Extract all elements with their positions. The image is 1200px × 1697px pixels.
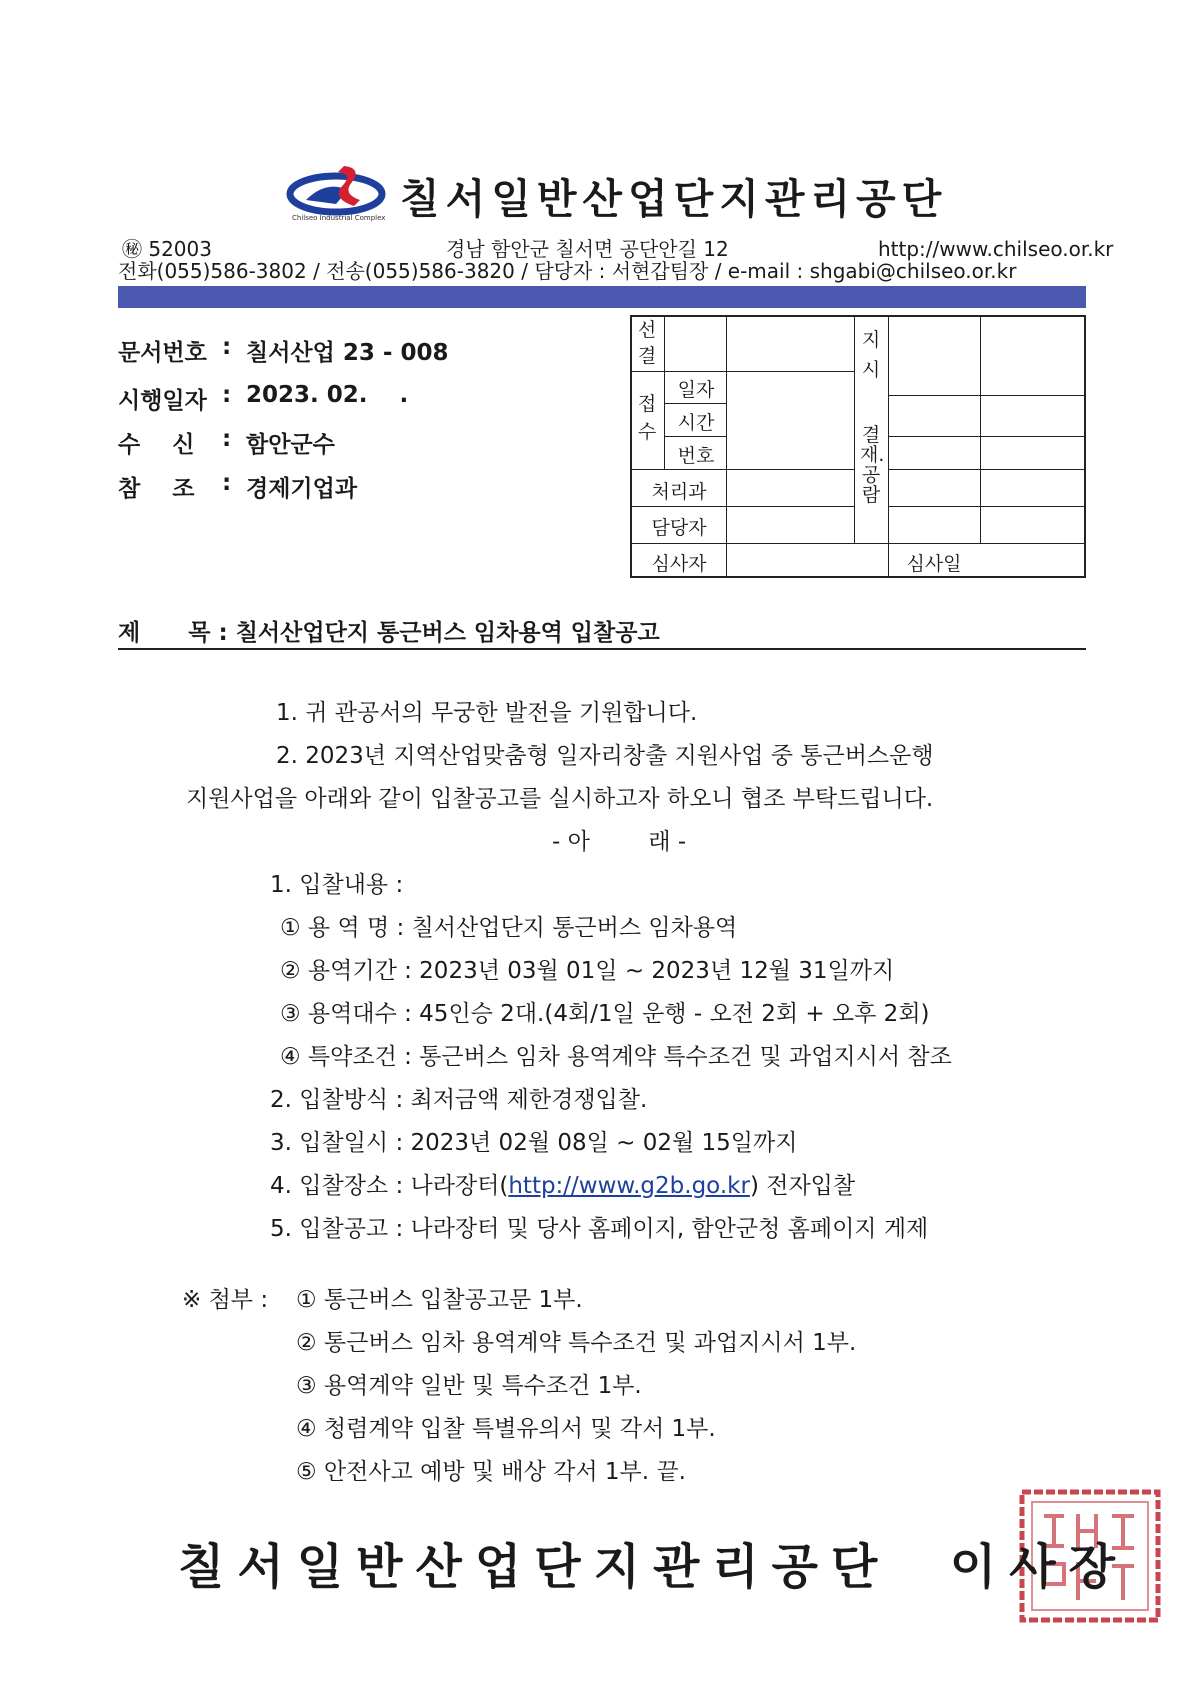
sub-item-2: ② 용역기간 : 2023년 03월 01일 ~ 2023년 12월 31일까지 bbox=[280, 958, 895, 984]
paragraph-1: 1. 귀 관공서의 무궁한 발전을 기원합니다. bbox=[276, 700, 698, 726]
cell-gyeol: 결 bbox=[637, 345, 657, 367]
attachment-5: ⑤ 안전사고 예방 및 배상 각서 1부. 끝. bbox=[296, 1459, 686, 1485]
cell-simsail: 심사일 bbox=[906, 553, 962, 575]
paragraph-2a: 2. 2023년 지역산업맞춤형 일자리창출 지원사업 중 통근버스운행 bbox=[276, 743, 934, 769]
website: http://www.chilseo.or.kr bbox=[878, 237, 1114, 261]
cell-seon: 선 bbox=[637, 319, 657, 341]
recipient: 함안군수 bbox=[246, 432, 335, 458]
postal-code: ㊙ 52003 bbox=[122, 237, 212, 261]
address: 경남 함안군 칠서면 공단안길 12 bbox=[446, 237, 729, 261]
logo-caption: Chilseo Industrial Complex bbox=[292, 214, 386, 222]
subject-divider bbox=[118, 648, 1086, 650]
subject-text: 칠서산업단지 통근버스 임차용역 입찰공고 bbox=[235, 620, 660, 646]
cell-ji: 지 bbox=[861, 329, 881, 351]
header-bar bbox=[118, 286, 1086, 308]
cell-damdangja: 담당자 bbox=[651, 517, 707, 539]
org-title: 칠서일반산업단지관리공단 bbox=[400, 175, 948, 223]
cell-su: 수 bbox=[637, 421, 657, 443]
colon: : bbox=[222, 382, 232, 408]
attachment-4: ④ 청렴계약 입찰 특별유의서 및 각서 1부. bbox=[296, 1416, 716, 1442]
item-2: 2. 입찰방식 : 최저금액 제한경쟁입찰. bbox=[270, 1087, 648, 1113]
contact-line: 전화(055)586-3802 / 전송(055)586-3820 / 담당자 : 서현갑팀장 / e-mail : shgabi@chilseo.or.kr bbox=[118, 259, 1017, 283]
item-4-suffix: ) 전자입찰 bbox=[749, 1173, 856, 1199]
cell-gyeoljae: 결재.공람 bbox=[860, 424, 885, 506]
colon: : bbox=[218, 620, 236, 646]
doc-no-label: 문서번호 bbox=[118, 340, 207, 366]
doc-no: 칠서산업 23 - 008 bbox=[246, 340, 449, 366]
colon: : bbox=[222, 334, 232, 360]
colon: : bbox=[222, 470, 232, 496]
date-label: 시행일자 bbox=[118, 388, 207, 414]
approval-box bbox=[630, 315, 1086, 578]
org-logo-icon bbox=[286, 160, 386, 222]
reference: 경제기업과 bbox=[246, 476, 358, 502]
recipient-label: 수 신 bbox=[118, 432, 195, 458]
cell-beonho: 번호 bbox=[677, 445, 715, 467]
date: 2023. 02. . bbox=[246, 382, 409, 408]
item-3: 3. 입찰일시 : 2023년 02월 08일 ~ 02월 15일까지 bbox=[270, 1130, 798, 1156]
cell-si: 시 bbox=[861, 359, 881, 381]
subject-label: 제 목 bbox=[118, 620, 211, 646]
attachment-3: ③ 용역계약 일반 및 특수조건 1부. bbox=[296, 1373, 642, 1399]
item-5: 5. 입찰공고 : 나라장터 및 당사 홈페이지, 함안군청 홈페이지 게제 bbox=[270, 1216, 929, 1242]
g2b-link[interactable]: http://www.g2b.go.kr bbox=[508, 1173, 750, 1199]
footer-signature: 칠서일반산업단지관리공단 이사장 bbox=[178, 1539, 1128, 1595]
item-4-prefix: 4. 입찰장소 : 나라장터( bbox=[270, 1173, 509, 1199]
attachments-label: ※ 첨부 : bbox=[182, 1287, 269, 1313]
subject bbox=[118, 614, 660, 647]
reference-label: 참 조 bbox=[118, 476, 195, 502]
cell-sigan: 시간 bbox=[677, 412, 715, 434]
cell-ilja: 일자 bbox=[677, 379, 715, 401]
item-1: 1. 입찰내용 : bbox=[270, 872, 404, 898]
cell-simsaja: 심사자 bbox=[651, 553, 707, 575]
item-4 bbox=[270, 1167, 855, 1200]
cell-jeop: 접 bbox=[637, 393, 657, 415]
colon: : bbox=[222, 426, 232, 452]
sub-item-4: ④ 특약조건 : 통근버스 임차 용역계약 특수조건 및 과업지시서 참조 bbox=[280, 1044, 952, 1070]
paragraph-2b: 지원사업을 아래와 같이 입찰공고를 실시하고자 하오니 협조 부탁드립니다. bbox=[186, 786, 934, 812]
sub-item-1: ① 용 역 명 : 칠서산업단지 통근버스 임차용역 bbox=[280, 915, 738, 941]
a-rae: - 아 래 - bbox=[552, 829, 687, 855]
cell-cheorigwa: 처리과 bbox=[651, 481, 707, 503]
attachment-1: ① 통근버스 입찰공고문 1부. bbox=[296, 1287, 583, 1313]
sub-item-3: ③ 용역대수 : 45인승 2대.(4회/1일 운행 - 오전 2회 + 오후 2회) bbox=[280, 1001, 930, 1027]
attachment-2: ② 통근버스 임차 용역계약 특수조건 및 과업지시서 1부. bbox=[296, 1330, 857, 1356]
